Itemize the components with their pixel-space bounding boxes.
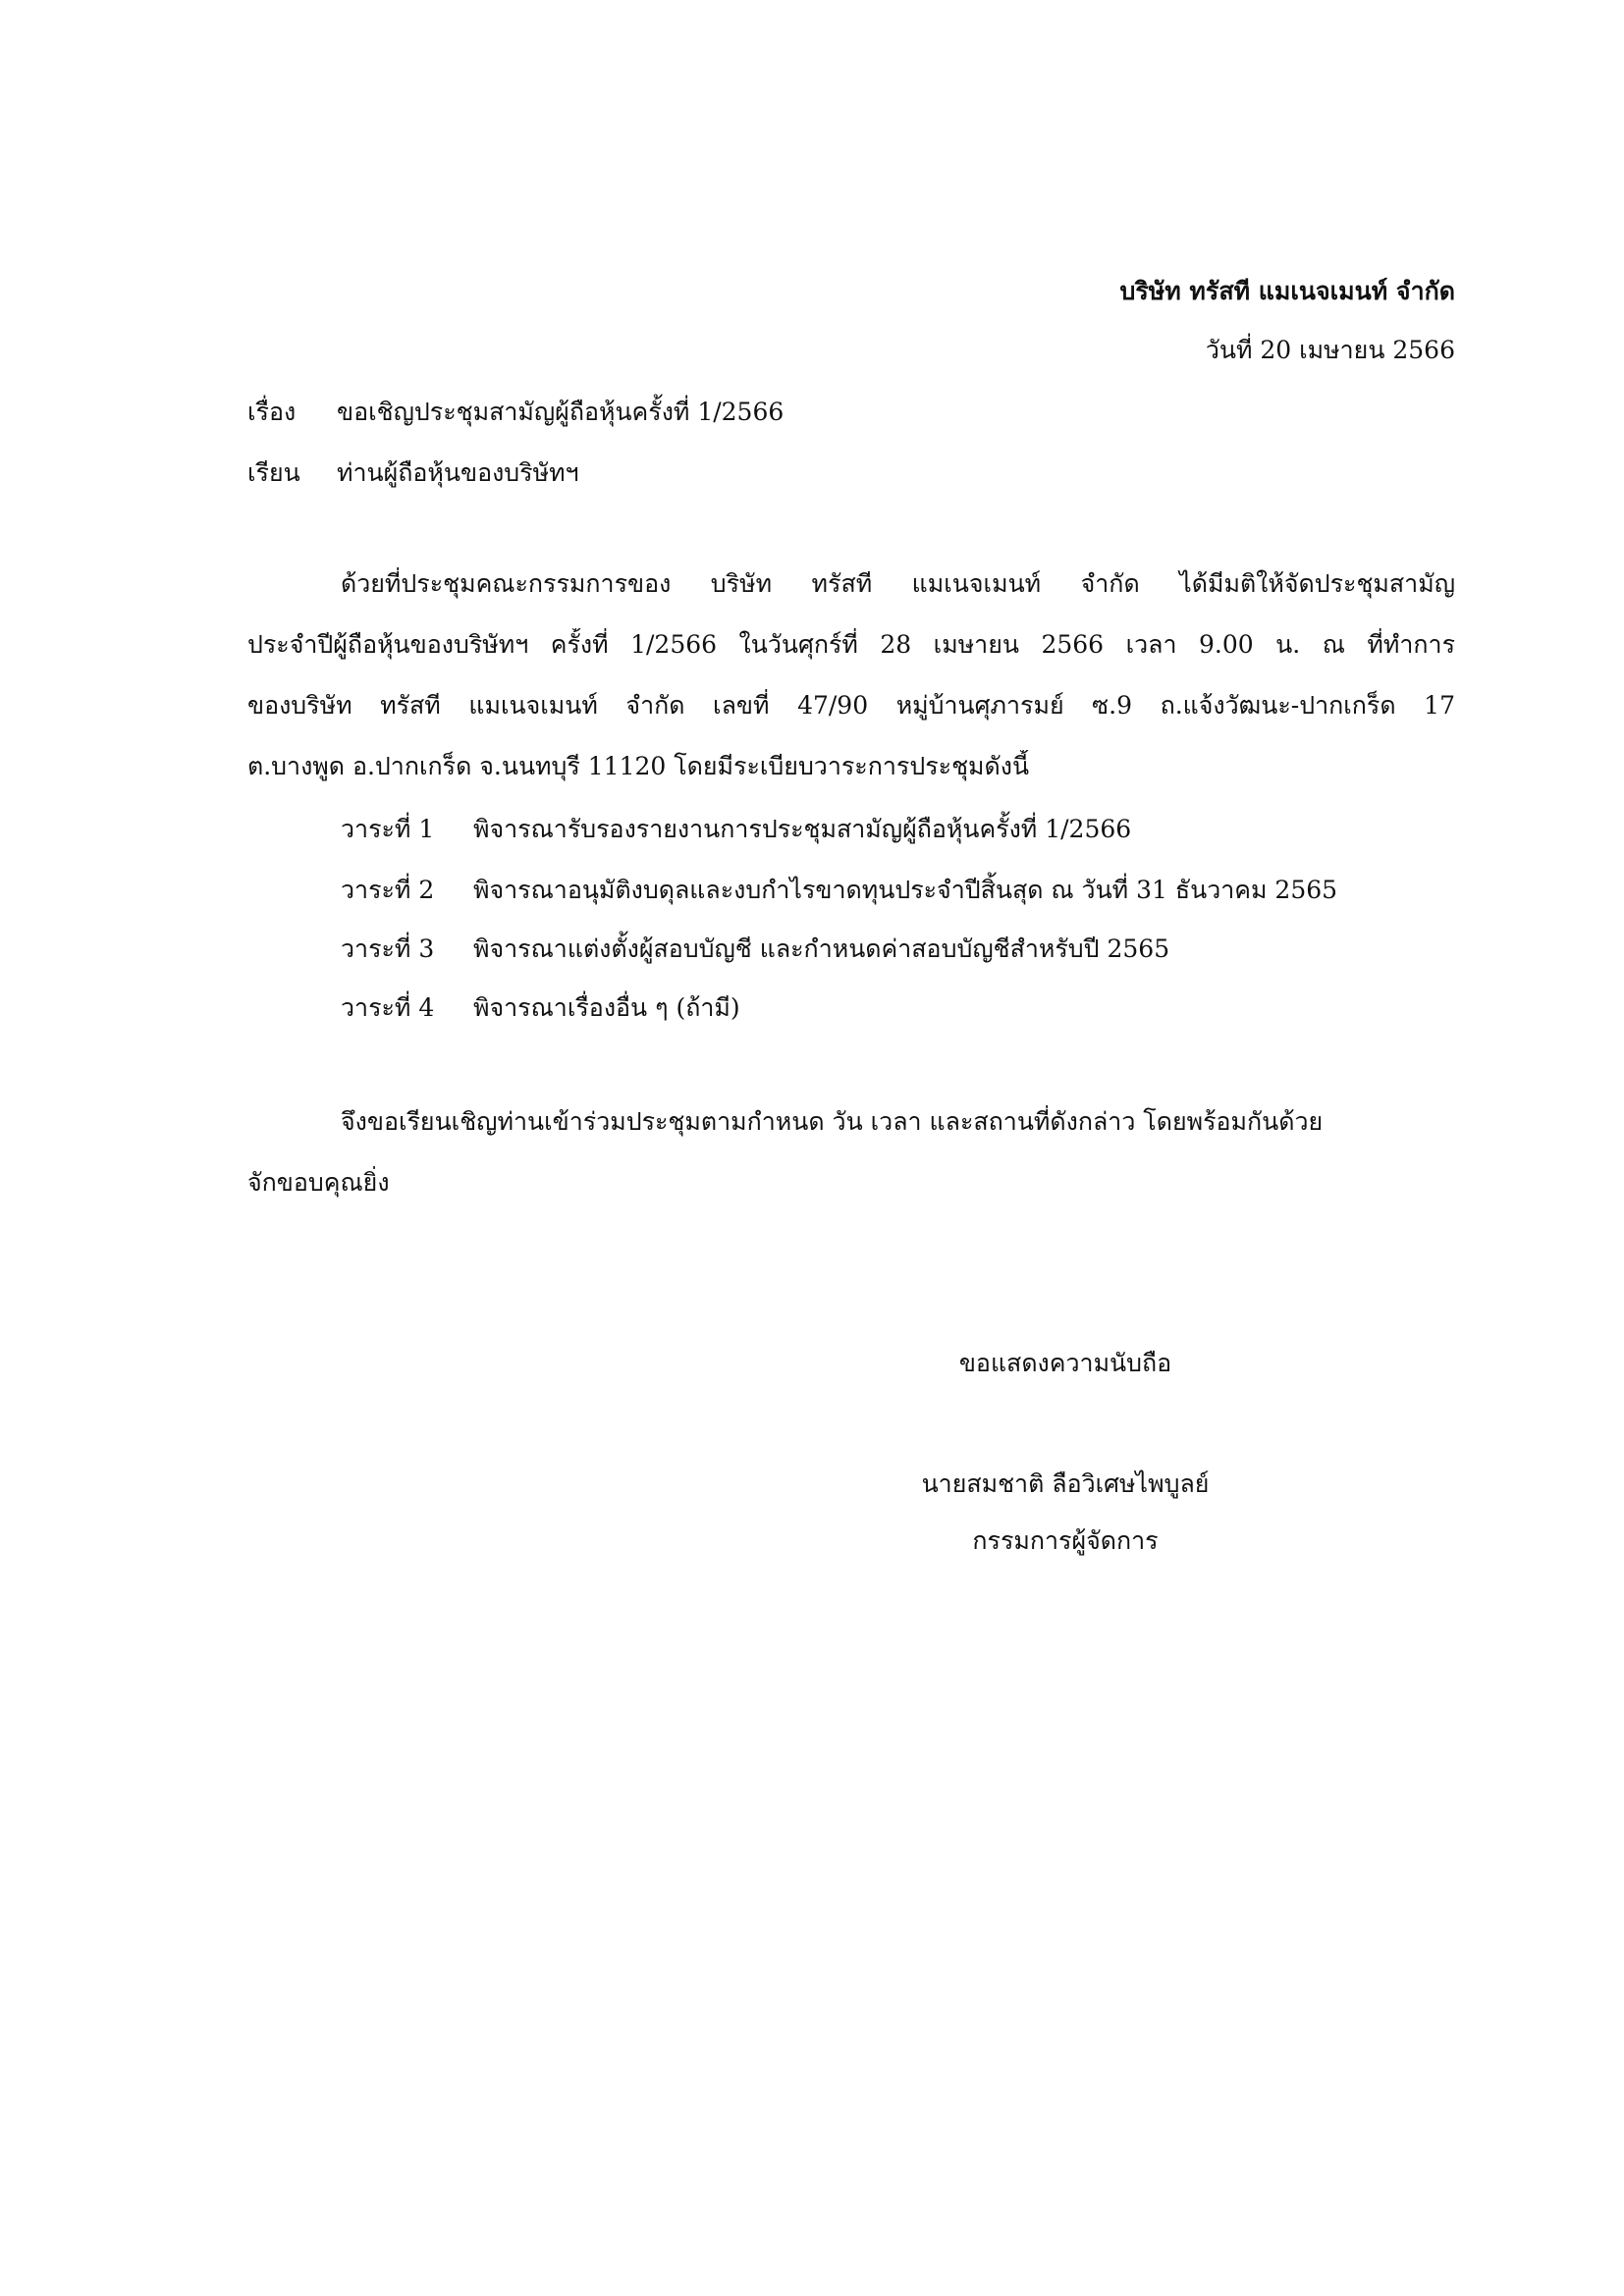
subject-value: ขอเชิญประชุมสามัญผู้ถือหุ้นครั้งที่ 1/2566 [337, 398, 785, 426]
agenda-number: วาระที่ 4 [341, 993, 435, 1022]
body-paragraph [247, 567, 1455, 783]
agenda-number: วาระที่ 3 [341, 934, 435, 963]
signatory-title: กรรมการผู้จัดการ [972, 1526, 1159, 1555]
letter-date: วันที่ 20 เมษายน 2566 [1205, 336, 1455, 364]
regards-text: ขอแสดงความนับถือ [958, 1349, 1172, 1377]
closing-line: จึงขอเรียนเชิญท่านเข้าร่วมประชุมตามกำหนด วัน เวลา และสถานที่ดังกล่าว โดยพร้อมกันด้วย [341, 1107, 1324, 1136]
signatory-name: นายสมชาติ ลือวิเศษไพบูลย์ [921, 1469, 1210, 1498]
body-line: ประจำปีผู้ถือหุ้นของบริษัทฯ ครั้งที่ 1/2566 ในวันศุกร์ที่ 28 เมษายน 2566 เวลา 9.00 น. ณ ที่ทำการ [247, 630, 1455, 659]
agenda-number: วาระที่ 2 [341, 876, 435, 904]
agenda-text: พิจารณาเรื่องอื่น ๆ (ถ้ามี) [473, 993, 740, 1022]
recipient-label: เรียน [247, 458, 300, 487]
agenda-item [341, 933, 1169, 966]
recipient-value: ท่านผู้ถือหุ้นของบริษัทฯ [337, 458, 579, 487]
body-line: ของบริษัท ทรัสที แมเนจเมนท์ จำกัด เลขที่ 47/90 หมู่บ้านศุภารมย์ ซ.9 ถ.แจ้งวัฒนะ-ปากเกร็ด 17 [247, 691, 1455, 720]
agenda-item [341, 813, 1131, 846]
agenda-number: วาระที่ 1 [341, 815, 435, 843]
agenda-text: พิจารณาแต่งตั้งผู้สอบบัญชี และกำหนดค่าสอบบัญชีสำหรับปี 2565 [473, 934, 1170, 963]
body-line: ด้วยที่ประชุมคณะกรรมการของ บริษัท ทรัสที แมเนจเมนท์ จำกัด ได้มีมติให้จัดประชุมสามัญ [341, 569, 1455, 598]
company-name: บริษัท ทรัสที แมเนจเมนท์ จำกัด [1119, 277, 1455, 305]
agenda-text: พิจารณารับรองรายงานการประชุมสามัญผู้ถือหุ้นครั้งที่ 1/2566 [473, 815, 1132, 843]
subject-label: เรื่อง [247, 398, 297, 426]
closing-paragraph [247, 1105, 1455, 1200]
agenda-item [341, 991, 740, 1025]
agenda-text: พิจารณาอนุมัติงบดุลและงบกำไรขาดทุนประจำปีสิ้นสุด ณ วันที่ 31 ธันวาคม 2565 [473, 876, 1338, 904]
closing-line: จักขอบคุณยิ่ง [247, 1168, 390, 1197]
agenda-item [341, 874, 1337, 907]
body-line: ต.บางพูด อ.ปากเกร็ด จ.นนทบุรี 11120 โดยมีระเบียบวาระการประชุมดังนี้ [247, 752, 1030, 780]
